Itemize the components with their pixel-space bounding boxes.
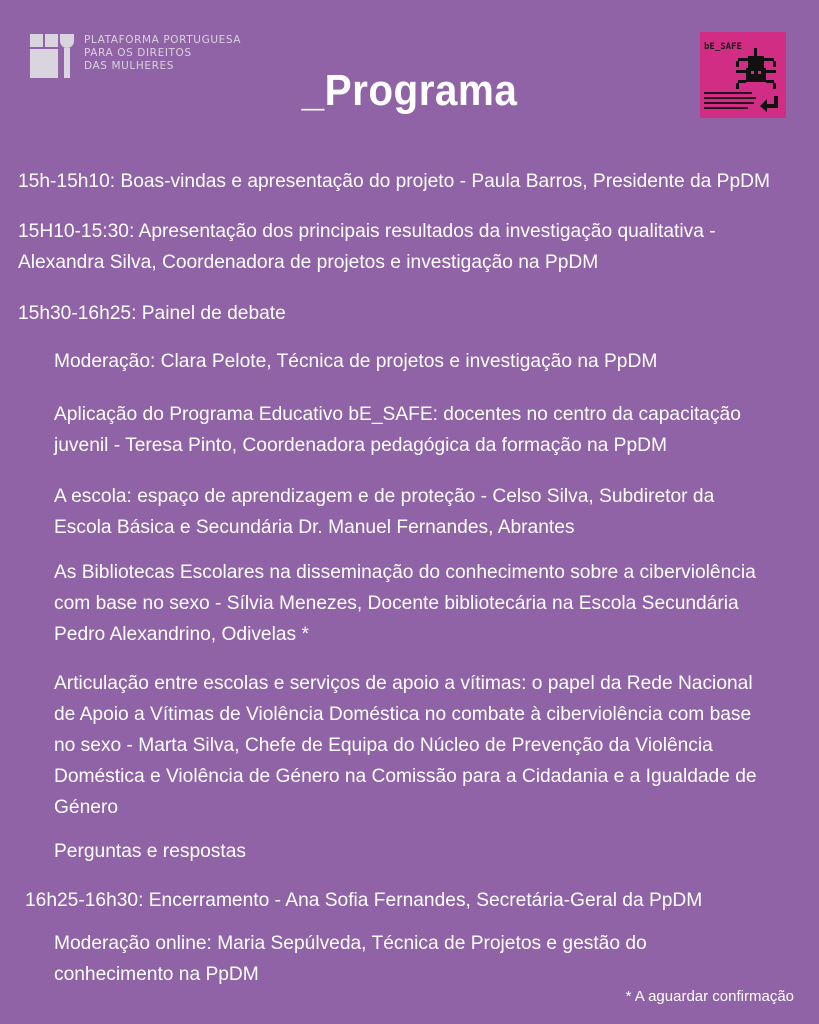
program-item-online-moderation [54,928,647,990]
program-item-support-network [54,668,757,823]
program-line: Género [54,797,118,818]
program-item-libraries [54,557,756,650]
program-line: Aplicação do Programa Educativo bE_SAFE: docentes no centro da capacitação [54,404,741,425]
return-arrow-icon [760,96,780,112]
program-line: As Bibliotecas Escolares na disseminação do conhecimento sobre a ciberviolência [54,562,756,583]
program-line: Alexandra Silva, Coordenadora de projetos e investigação na PpDM [18,252,599,273]
program-item-qa [54,836,246,867]
program-line: 15H10-15:30: Apresentação dos principais resultados da investigação qualitativa - [18,221,716,242]
program-item-moderation [54,346,657,377]
program-line: 16h25-16h30: Encerramento - Ana Sofia Fernandes, Secretária-Geral da PpDM [25,890,703,911]
program-line: A escola: espaço de aprendizagem e de proteção - Celso Silva, Subdiretor da [54,486,715,507]
program-line: conhecimento na PpDM [54,964,259,985]
program-line: Pedro Alexandrino, Odivelas * [54,624,309,645]
program-line: 15h30-16h25: Painel de debate [18,303,286,324]
program-item-results [18,216,716,278]
spider-icon [734,48,778,90]
besafe-badge [700,32,786,118]
badge-text-lines [704,92,756,112]
program-item-besafe [54,399,741,461]
page-title: _Programa [301,66,518,115]
program-line: Escola Básica e Secundária Dr. Manuel Fernandes, Abrantes [54,517,575,538]
program-line: no sexo - Marta Silva, Chefe de Equipa do Núcleo de Prevenção da Violência [54,735,713,756]
program-item-closing [25,885,702,916]
program-line: Doméstica e Violência de Género na Comissão para a Cidadania e a Igualdade de [54,766,757,787]
program-item-school [54,481,714,543]
footnote: * A aguardar confirmação [625,988,794,1005]
org-name-line1: PLATAFORMA PORTUGUESA [84,34,242,46]
program-line: de Apoio a Vítimas de Violência Doméstica no combate à ciberviolência com base [54,704,752,725]
program-item-panel [18,298,286,329]
program-line: Moderação: Clara Pelote, Técnica de projetos e investigação na PpDM [54,351,658,372]
program-line: Moderação online: Maria Sepúlveda, Técnica de Projetos e gestão do [54,933,647,954]
besafe-label: bE_SAFE [704,42,742,52]
program-line: Perguntas e respostas [54,841,246,862]
program-line: com base no sexo - Sílvia Menezes, Docente bibliotecária na Escola Secundária [54,593,739,614]
program-item-welcome [18,166,770,197]
org-name-line3: DAS MULHERES [84,60,175,72]
program-line: 15h-15h10: Boas-vindas e apresentação do projeto - Paula Barros, Presidente da PpDM [18,171,770,192]
program-line: Articulação entre escolas e serviços de apoio a vítimas: o papel da Rede Nacional [54,673,753,694]
org-name-line2: PARA OS DIREITOS [84,47,192,59]
program-line: juvenil - Teresa Pinto, Coordenadora pedagógica da formação na PpDM [54,435,667,456]
